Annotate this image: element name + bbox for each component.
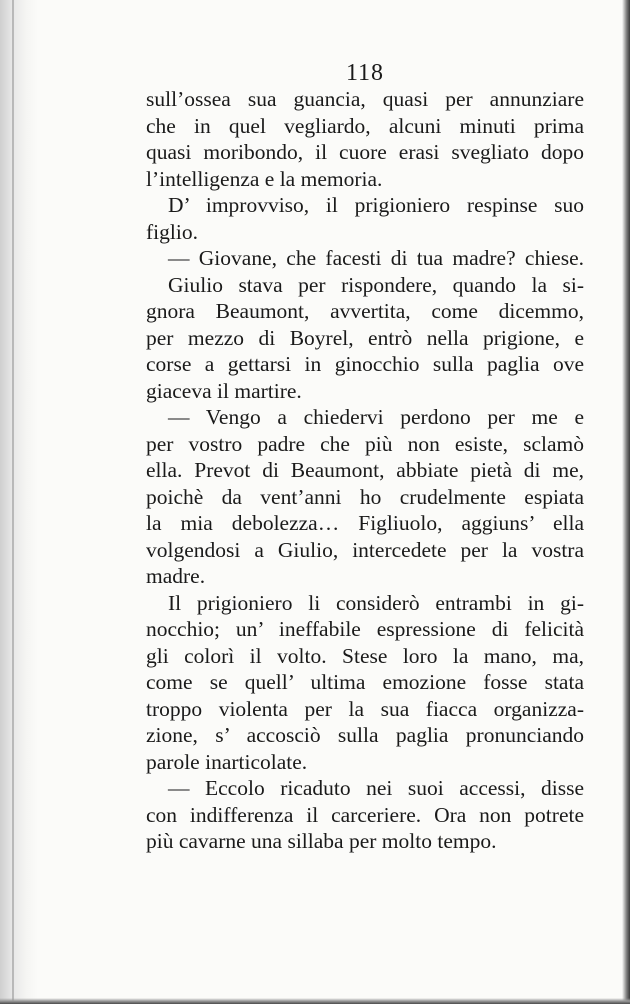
text-line: gli colorì il volto. Stese loro la mano, ma, bbox=[146, 643, 584, 668]
page-number: 118 bbox=[345, 60, 385, 86]
body-text bbox=[146, 86, 584, 855]
text-line: — Eccolo ricaduto nei suoi accessi, disse bbox=[168, 776, 584, 800]
text-line: — Vengo a chiedervi perdono per me e bbox=[168, 405, 584, 429]
text-line: sull’ossea sua guancia, quasi per annunziare bbox=[146, 87, 584, 111]
text-line: Il prigioniero li considerò entrambi in gi- bbox=[168, 590, 584, 615]
text-line: giaceva il martire. bbox=[146, 378, 302, 403]
text-line: D’ improvviso, il prigioniero respinse suo bbox=[168, 193, 584, 217]
text-line: volgendosi a Giulio, intercedete per la vostra bbox=[146, 537, 584, 562]
text-line: nocchio; un’ ineffabile espressione di felicità bbox=[146, 617, 584, 641]
text-line: Giulio stava per rispondere, quando la si- bbox=[168, 272, 584, 297]
text-line: l’intelligenza e la memoria. bbox=[146, 166, 383, 191]
text-line: corse a gettarsi in ginocchio sulla paglia ove bbox=[146, 352, 584, 376]
text-line: figlio. bbox=[146, 219, 198, 244]
text-line: per vostro padre che più non esiste, sclamò bbox=[146, 431, 584, 456]
page-left-shadow bbox=[0, 0, 38, 1004]
text-line: la mia debolezza… Figliuolo, aggiuns’ ella bbox=[146, 511, 584, 535]
text-line: gnora Beaumont, avvertita, come dicemmo, bbox=[146, 299, 584, 323]
text-line: — Giovane, che facesti di tua madre? chiese. bbox=[168, 246, 584, 270]
text-line: parole inarticolate. bbox=[146, 749, 308, 774]
text-line: più cavarne una sillaba per molto tempo. bbox=[146, 829, 497, 853]
text-line: poichè da vent’anni ho crudelmente espiata bbox=[146, 484, 584, 509]
binding-line bbox=[12, 0, 14, 1004]
text-line: che in quel vegliardo, alcuni minuti prima bbox=[146, 113, 584, 138]
text-line: troppo violenta per la sua fiacca organizza- bbox=[146, 696, 584, 721]
text-line: per mezzo di Boyrel, entrò nella prigione, e bbox=[146, 325, 584, 350]
text-line: quasi moribondo, il cuore erasi svegliato dopo bbox=[146, 140, 584, 164]
text-line: zione, s’ accosciò sulla paglia pronunciando bbox=[146, 723, 584, 747]
page-bottom-edge bbox=[0, 998, 630, 1004]
text-line: con indifferenza il carceriere. Ora non potrete bbox=[146, 802, 584, 827]
text-line: come se quell’ ultima emozione fosse stata bbox=[146, 670, 584, 694]
text-line: ella. Prevot di Beaumont, abbiate pietà di me, bbox=[146, 458, 584, 482]
page-right-edge bbox=[622, 0, 630, 1004]
text-line: madre. bbox=[146, 564, 206, 588]
